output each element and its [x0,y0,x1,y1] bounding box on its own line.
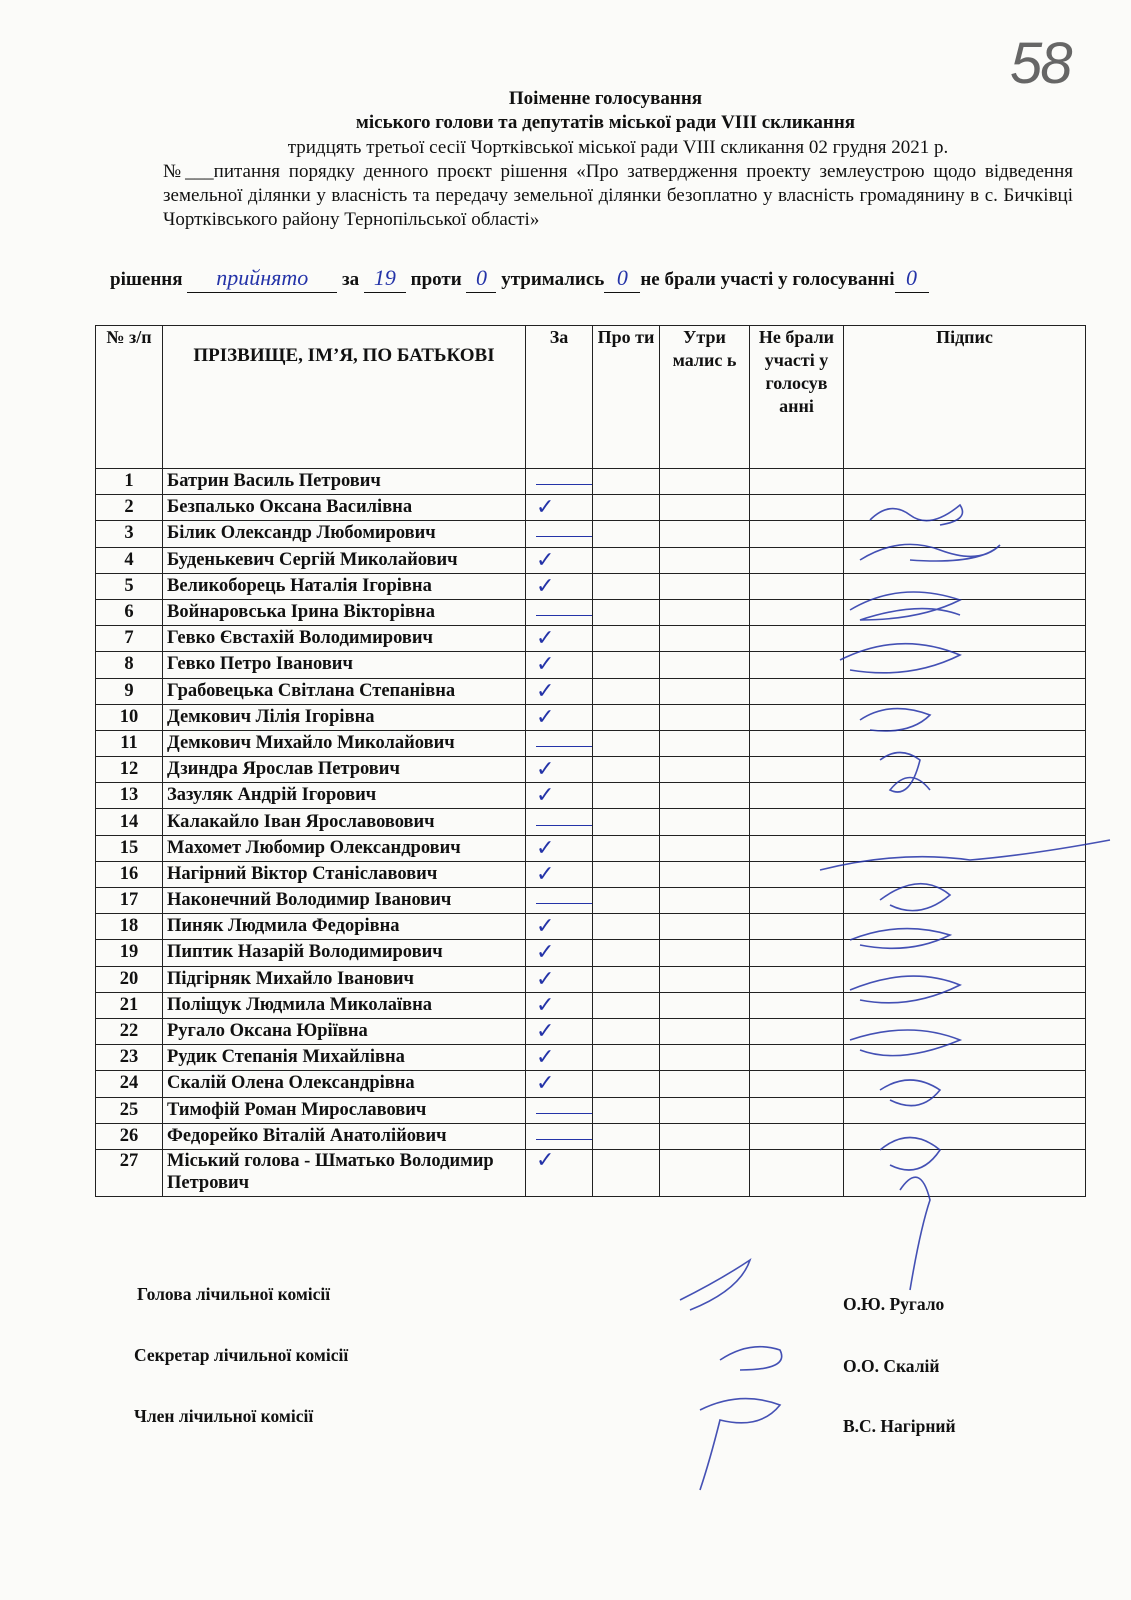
vote-against-cell [593,469,660,495]
abstain-value: 0 [604,268,640,293]
vote-against-cell [593,1123,660,1149]
header-notvoted: Не брали участі у голосув анні [750,326,844,469]
signature-cell [844,495,1086,521]
vote-notvoted-cell [750,521,844,547]
vote-notvoted-cell [750,626,844,652]
vote-abstain-cell [660,1045,750,1071]
row-name: Пиняк Людмила Федорівна [163,914,526,940]
row-name: Ругало Оксана Юріївна [163,1018,526,1044]
vote-against-cell [593,888,660,914]
strike-line [536,1113,593,1114]
vote-notvoted-cell [750,1045,844,1071]
row-name: Демкович Михайло Миколайович [163,730,526,756]
vote-notvoted-cell [750,966,844,992]
vote-against-cell [593,652,660,678]
vote-abstain-cell [660,704,750,730]
strike-line [536,484,593,485]
intro-paragraph [163,136,1073,232]
row-name: Войнаровська Ірина Вікторівна [163,599,526,625]
row-number: 27 [96,1149,163,1196]
row-name: Поліщук Людмила Миколаївна [163,992,526,1018]
vote-for-cell [526,521,593,547]
row-name: Міський голова - Шматько Володимир Петрович [163,1149,526,1196]
notvoted-value: 0 [895,268,929,293]
row-name: Тимофій Роман Мирославович [163,1097,526,1123]
vote-for-cell: ✓ [526,861,593,887]
row-name: Білик Олександр Любомирович [163,521,526,547]
signature-cell [844,1071,1086,1097]
vote-for-cell: ✓ [526,914,593,940]
row-name: Рудик Степанія Михайлівна [163,1045,526,1071]
table-row [96,992,1086,1018]
vote-for-cell: ✓ [526,783,593,809]
abstain-label: утримались [501,269,605,290]
vote-against-cell [593,1071,660,1097]
header-name: ПРІЗВИЩЕ, ІМ’Я, ПО БАТЬКОВІ [163,326,526,469]
signature-cell [844,783,1086,809]
vote-notvoted-cell [750,888,844,914]
vote-for-cell: ✓ [526,966,593,992]
vote-abstain-cell [660,495,750,521]
strike-line [536,903,593,904]
strike-line [536,825,593,826]
strike-line [536,615,593,616]
vote-for-cell [526,1097,593,1123]
vote-against-cell [593,730,660,756]
vote-notvoted-cell [750,599,844,625]
row-number: 10 [96,704,163,730]
vote-against-cell [593,1018,660,1044]
vote-notvoted-cell [750,547,844,573]
vote-against-cell [593,861,660,887]
against-label: проти [410,269,462,290]
table-row [96,888,1086,914]
vote-for-cell: ✓ [526,495,593,521]
vote-notvoted-cell [750,678,844,704]
row-number: 25 [96,1097,163,1123]
signature-cell [844,1123,1086,1149]
row-name: Калакайло Іван Ярославовович [163,809,526,835]
row-name: Федорейко Віталій Анатолійович [163,1123,526,1149]
vote-notvoted-cell [750,1071,844,1097]
vote-abstain-cell [660,547,750,573]
table-row [96,547,1086,573]
table-row [96,521,1086,547]
table-row [96,1045,1086,1071]
row-number: 2 [96,495,163,521]
strike-line [536,746,593,747]
row-number: 12 [96,757,163,783]
row-name: Гевко Євстахій Володимирович [163,626,526,652]
vote-abstain-cell [660,730,750,756]
table-row [96,1071,1086,1097]
table-row [96,573,1086,599]
row-number: 3 [96,521,163,547]
row-name: Великоборець Наталія Ігорівна [163,573,526,599]
vote-notvoted-cell [750,940,844,966]
table-row [96,678,1086,704]
vote-notvoted-cell [750,861,844,887]
row-name: Зазуляк Андрій Ігорович [163,783,526,809]
for-label: за [342,269,360,290]
row-name: Демкович Лілія Ігорівна [163,704,526,730]
signature-cell [844,940,1086,966]
vote-abstain-cell [660,1071,750,1097]
table-row [96,730,1086,756]
vote-notvoted-cell [750,730,844,756]
decision-label: рішення [110,269,183,290]
signature-cell [844,1045,1086,1071]
vote-abstain-cell [660,1149,750,1196]
vote-against-cell [593,573,660,599]
vote-for-cell: ✓ [526,547,593,573]
row-number: 1 [96,469,163,495]
signature-cell [844,521,1086,547]
signature-cell [844,757,1086,783]
vote-against-cell [593,1097,660,1123]
table-row [96,940,1086,966]
vote-for-cell: ✓ [526,940,593,966]
vote-notvoted-cell [750,1149,844,1196]
vote-abstain-cell [660,573,750,599]
strike-line [536,1139,593,1140]
vote-against-cell [593,757,660,783]
vote-against-cell [593,783,660,809]
vote-against-cell [593,704,660,730]
vote-abstain-cell [660,652,750,678]
vote-for-cell: ✓ [526,704,593,730]
row-number: 11 [96,730,163,756]
vote-for-cell: ✓ [526,835,593,861]
table-row [96,704,1086,730]
row-number: 23 [96,1045,163,1071]
signature-cell [844,888,1086,914]
signature-cell [844,469,1086,495]
vote-abstain-cell [660,599,750,625]
vote-against-cell [593,835,660,861]
row-name: Дзиндра Ярослав Петрович [163,757,526,783]
row-number: 22 [96,1018,163,1044]
signature-cell [844,730,1086,756]
commission-head-name: О.Ю. Ругало [843,1294,945,1314]
vote-against-cell [593,1149,660,1196]
vote-abstain-cell [660,966,750,992]
row-number: 7 [96,626,163,652]
vote-notvoted-cell [750,757,844,783]
row-name: Гевко Петро Іванович [163,652,526,678]
vote-abstain-cell [660,521,750,547]
table-row [96,966,1086,992]
commission-member-role: Член лічильної комісії [134,1406,314,1426]
signature-cell [844,626,1086,652]
vote-abstain-cell [660,626,750,652]
header-for: За [526,326,593,469]
document-subtitle: міського голови та депутатів міської ради VIII скликання [355,112,856,133]
decision-line [110,265,1090,293]
vote-notvoted-cell [750,704,844,730]
row-name: Буденькевич Сергій Миколайович [163,547,526,573]
table-row [96,652,1086,678]
signature-cell [844,652,1086,678]
signature-cell [844,861,1086,887]
header-signature: Підпис [844,326,1086,469]
commission-member-name: В.С. Нагірний [843,1416,956,1436]
vote-for-cell: ✓ [526,757,593,783]
vote-abstain-cell [660,1123,750,1149]
row-number: 6 [96,599,163,625]
strike-line [536,536,593,537]
vote-for-cell: ✓ [526,1071,593,1097]
vote-abstain-cell [660,914,750,940]
row-number: 8 [96,652,163,678]
row-name: Грабовецька Світлана Степанівна [163,678,526,704]
table-row [96,1123,1086,1149]
signature-cell [844,1097,1086,1123]
vote-notvoted-cell [750,783,844,809]
vote-for-cell: ✓ [526,573,593,599]
vote-notvoted-cell [750,573,844,599]
signature-cell [844,704,1086,730]
table-row [96,757,1086,783]
row-number: 4 [96,547,163,573]
vote-abstain-cell [660,835,750,861]
row-number: 9 [96,678,163,704]
vote-for-cell [526,1123,593,1149]
vote-notvoted-cell [750,1097,844,1123]
table-row [96,1097,1086,1123]
vote-abstain-cell [660,992,750,1018]
vote-notvoted-cell [750,495,844,521]
vote-for-cell: ✓ [526,1149,593,1196]
row-number: 15 [96,835,163,861]
table-row [96,809,1086,835]
vote-against-cell [593,626,660,652]
commission-head-role: Голова лічильної комісії [137,1284,331,1304]
vote-for-cell [526,599,593,625]
vote-notvoted-cell [750,835,844,861]
table-row [96,835,1086,861]
row-number: 26 [96,1123,163,1149]
vote-abstain-cell [660,783,750,809]
vote-notvoted-cell [750,1123,844,1149]
vote-against-cell [593,547,660,573]
vote-abstain-cell [660,1018,750,1044]
row-number: 21 [96,992,163,1018]
row-number: 5 [96,573,163,599]
commission-secretary-name: О.О. Скалій [843,1356,940,1376]
page-number: 58 [1010,31,1071,96]
table-row [96,626,1086,652]
vote-against-cell [593,992,660,1018]
vote-for-cell: ✓ [526,626,593,652]
row-number: 13 [96,783,163,809]
vote-for-cell [526,809,593,835]
table-row [96,861,1086,887]
vote-against-cell [593,678,660,704]
signature-cell [844,1149,1086,1196]
notvoted-label: не брали участі у голосуванні [640,269,895,290]
signature-cell [844,914,1086,940]
vote-abstain-cell [660,861,750,887]
table-row [96,1018,1086,1044]
table-row [96,495,1086,521]
row-name: Скалій Олена Олександрівна [163,1071,526,1097]
signature-cell [844,599,1086,625]
row-name: Підгірняк Михайло Іванович [163,966,526,992]
vote-notvoted-cell [750,469,844,495]
vote-against-cell [593,809,660,835]
vote-against-cell [593,521,660,547]
vote-against-cell [593,966,660,992]
signature-cell [844,966,1086,992]
header-num: № з/п [96,326,163,469]
table-header-row [96,326,1086,469]
signature-cell [844,809,1086,835]
row-name: Батрин Василь Петрович [163,469,526,495]
vote-against-cell [593,1045,660,1071]
row-number: 14 [96,809,163,835]
row-name: Махомет Любомир Олександрович [163,835,526,861]
commission-secretary-role: Секретар лічильної комісії [134,1345,349,1365]
vote-against-cell [593,914,660,940]
vote-abstain-cell [660,757,750,783]
table-row [96,469,1086,495]
vote-notvoted-cell [750,809,844,835]
voting-table [95,325,1086,1197]
vote-abstain-cell [660,888,750,914]
row-name: Наконечний Володимир Іванович [163,888,526,914]
table-row [96,599,1086,625]
header-against: Про ти [593,326,660,469]
vote-against-cell [593,495,660,521]
vote-for-cell [526,730,593,756]
table-row [96,1149,1086,1196]
row-number: 17 [96,888,163,914]
vote-notvoted-cell [750,1018,844,1044]
vote-against-cell [593,940,660,966]
for-value: 19 [364,268,406,293]
intro-body: №___питання порядку денного проєкт рішення «Про затвердження проекту землеустрою щодо відведення земельної ділянки у власність та передачу земельної ділянки безоплатно у власність громадянину в с. Бичківці Чортківського району Тернопільської області» [163,161,1073,230]
vote-notvoted-cell [750,992,844,1018]
vote-abstain-cell [660,469,750,495]
row-number: 19 [96,940,163,966]
vote-abstain-cell [660,1097,750,1123]
document-title: Поіменне голосування [508,88,703,109]
vote-for-cell: ✓ [526,1045,593,1071]
row-name: Безпалько Оксана Василівна [163,495,526,521]
row-name: Нагірний Віктор Станіславович [163,861,526,887]
vote-abstain-cell [660,809,750,835]
row-number: 24 [96,1071,163,1097]
signature-cell [844,678,1086,704]
signature-cell [844,992,1086,1018]
vote-for-cell: ✓ [526,992,593,1018]
vote-abstain-cell [660,940,750,966]
vote-for-cell [526,469,593,495]
vote-for-cell: ✓ [526,678,593,704]
row-name: Пиптик Назарій Володимирович [163,940,526,966]
vote-against-cell [593,599,660,625]
signature-cell [844,1018,1086,1044]
decision-value: прийнято [187,268,337,293]
signature-cell [844,835,1086,861]
row-number: 16 [96,861,163,887]
table-row [96,914,1086,940]
vote-for-cell: ✓ [526,652,593,678]
vote-for-cell: ✓ [526,1018,593,1044]
signature-cell [844,573,1086,599]
header-abstain: Утри малис ь [660,326,750,469]
row-number: 20 [96,966,163,992]
vote-notvoted-cell [750,914,844,940]
table-body [96,469,1086,1197]
row-number: 18 [96,914,163,940]
signature-cell [844,547,1086,573]
vote-for-cell [526,888,593,914]
vote-abstain-cell [660,678,750,704]
table-row [96,783,1086,809]
against-value: 0 [466,268,496,293]
intro-line1: тридцять третьої сесії Чортківської міської ради VIII скликання 02 грудня 2021 р. [287,137,949,158]
vote-notvoted-cell [750,652,844,678]
